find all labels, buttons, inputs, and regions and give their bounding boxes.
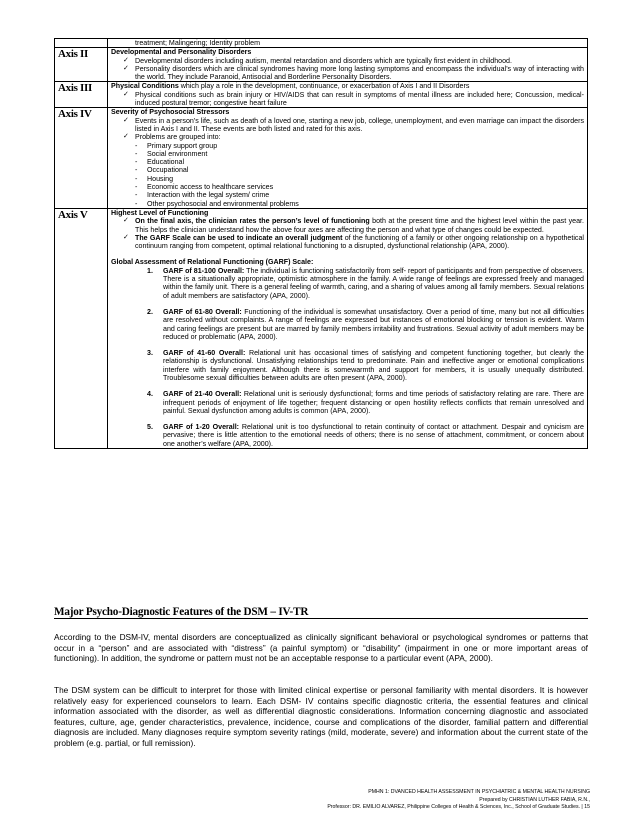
checkmark-icon: ✓ (123, 64, 129, 72)
checkmark-icon: ✓ (123, 217, 129, 225)
axis5-title: Highest Level of Functioning (111, 208, 209, 217)
garf-title: Global Assessment of Relational Functioning (GARF) Scale: (111, 258, 314, 267)
axis3-row (55, 82, 588, 108)
axis2-label: Axis II (55, 48, 108, 82)
group-item: - Housing (135, 174, 174, 183)
list-item: ✓ The GARF Scale can be used to indicate an overall judgment of the functioning of a family or other ongoing relationship on a hypothetical continuum ranging from competent, optimal relational functioning to a disrupted, dysfunctional relationship (APA, 2000). (123, 233, 584, 251)
garf-item: 4. GARF of 21-40 Overall: Relational unit is seriously dysfunctional; forms and time periods of satisfactory relating are rare. There are infrequent periods of enjoyment of life together; frequent distancing or open hostility reflects conflicts that remain unresolved and painful. Sexual dysfunction among adults is common (APA, 2000). (147, 390, 584, 415)
garf-item: 2. GARF of 61-80 Overall: Functioning of the individual is somewhat unsatisfactory. Over a period of time, many but not all difficulties are resolved without complaints. A range of feelings are expressed but instances of emotional blocking or tension is evident. Warm and caring feelings are present but are marred by family members irritability and frustrations. Sexual activity of adult members may be reduced or problematic (APA, 2000). (147, 307, 584, 341)
axis4-label: Axis IV (55, 108, 108, 209)
dsm-axes-table (54, 38, 588, 449)
checkmark-icon: ✓ (123, 133, 129, 141)
checkmark-icon: ✓ (123, 56, 129, 64)
axis4-row (55, 108, 588, 209)
garf-item: 1. GARF of 81-100 Overall: The individual is functioning satisfactorily from self- report of participants and from perspective of observers. There is a situationally appropriate, optimistic atmosphere in the family. A wide range of feelings are expressed freely and managed within the family unit. There is a general feeling of warmth, caring, and a sharing of values among all family members. Sexual relations of adult members are satisfactory (APA, 2000). (147, 266, 585, 300)
axis3-label: Axis III (55, 82, 108, 108)
group-item: - Interaction with the legal system/ crime (135, 191, 270, 200)
group-item: - Social environment (135, 149, 208, 158)
list-item: ✓ Personality disorders which are clinical syndromes having more long lasting symptoms and encompass the individual’s way of interacting with the world. They include Paranoid, Antisocial and Borderline Personality Disorders. (123, 64, 584, 82)
section-heading: Major Psycho-Diagnostic Features of the DSM – IV-TR (54, 606, 588, 619)
axis2-title: Developmental and Personality Disorders (111, 48, 252, 57)
garf-item: 5. GARF of 1-20 Overall: Relational unit is too dysfunctional to retain continuity of contact or attachment. Despair and cynicism are pervasive; there is little attention to the emotional needs of others; there is no sense of attachment, commitment, or concern about one another’s welfare (APA, 2000). (147, 423, 584, 448)
checkmark-icon: ✓ (123, 90, 129, 98)
axis5-row (55, 208, 588, 448)
footer-course: PMHN 1: DVANCED HEALTH ASSESSMENT IN PSYCHIATRIC & MENTAL HEALTH NURSING (368, 789, 590, 795)
page-footer (327, 789, 590, 812)
footer-professor: Professor: DR. EMILIO ALVAREZ, Philippine Colleges of Health & Sciences, Inc., School of Graduate Studies. | 15 (327, 804, 590, 811)
axis3-title: Physical Conditions (111, 82, 179, 91)
list-item: ✓ Developmental disorders including autism, mental retardation and disorders which are typically first evident in childhood. (123, 56, 512, 65)
axis5-label: Axis V (55, 208, 108, 448)
list-item: ✓ On the final axis, the clinician rates the person’s level of functioning both at the present time and the highest level within the past year. This helps the clinician understand how the above four axes are affecting the person and what type of changes could be expected. (123, 217, 585, 234)
group-item: - Primary support group (135, 141, 218, 150)
group-item: - Other psychosocial and environmental problems (135, 199, 299, 208)
list-item: ✓ Problems are grouped into: (123, 133, 221, 142)
group-item: - Occupational (135, 166, 189, 175)
checkmark-icon: ✓ (123, 233, 129, 241)
axis4-title: Severity of Psychosocial Stressors (111, 108, 230, 117)
paragraph: According to the DSM-IV, mental disorders are conceptualized as clinically significant behavioral or psychological syndromes or patterns that occur in a “person” and are associated with “distress” (a painful symptom) or “disability” (impairment in one or more important areas of functioning). In addition, the syndrome or pattern must not be an acceptable response to a particular event (APA, 2000). (54, 632, 588, 664)
list-item: ✓ Events in a person’s life, such as death of a loved one, starting a new job, college, unemployment, and even marriage can impact the disorders listed in Axis I and II. These events are both listed and rated for this axis. (123, 116, 584, 133)
checkmark-icon: ✓ (123, 116, 129, 124)
axis1-tail-text: treatment; Malingering; Identity problem (135, 39, 260, 47)
axis1-row (55, 39, 588, 48)
axis2-row (55, 48, 588, 82)
garf-item: 3. GARF of 41-60 Overall: Relational unit has occasional times of satisfying and competent functioning together, but clearly the relationship is dysfunctional. Unsatisfying relationships tend to predominate. Pain and ineffective anger or emotional complications interfere with family enjoyment. Although there is somewarmth and support for members, it is usually unequally distributed. Troublesome sexual difficulties between adults are often present (APA, 2000). (147, 349, 584, 382)
group-item: - Educational (135, 158, 185, 167)
group-item: - Economic access to healthcare services (135, 183, 274, 192)
footer-author: Prepared by CHRISTIAN LUTHER FABIA, R.N., (479, 796, 590, 803)
list-item: ✓ Physical conditions such as brain injury or HIV/AIDS that can result in symptoms of mental illness are included here; Concussion, medical-induced postural tremor; congestive heart failure (123, 90, 584, 108)
axis3-title-line: Physical Conditions which play a role in the development, continuance, or exacerbation of Axis I and II Disorders (111, 82, 470, 91)
paragraph: The DSM system can be difficult to interpret for those with limited clinical expertise or personal familiarity with mental disorders. It is however relatively easy for experienced counselors to learn. Each DSM- IV contains specific diagnostic criteria, the essential features and clinical information associated with the disorder, as well as differential diagnostic considerations. Information concerning diagnostic and associated features, culture, age, gender characteristics, prevalence, incidence, course and complications of the disorder, familial pattern and differential diagnosis are included. Many diagnoses require symptom severity ratings (mild, moderate, severe) and information about the current state of the problem (e.g. partial, or full remission). (54, 685, 588, 748)
